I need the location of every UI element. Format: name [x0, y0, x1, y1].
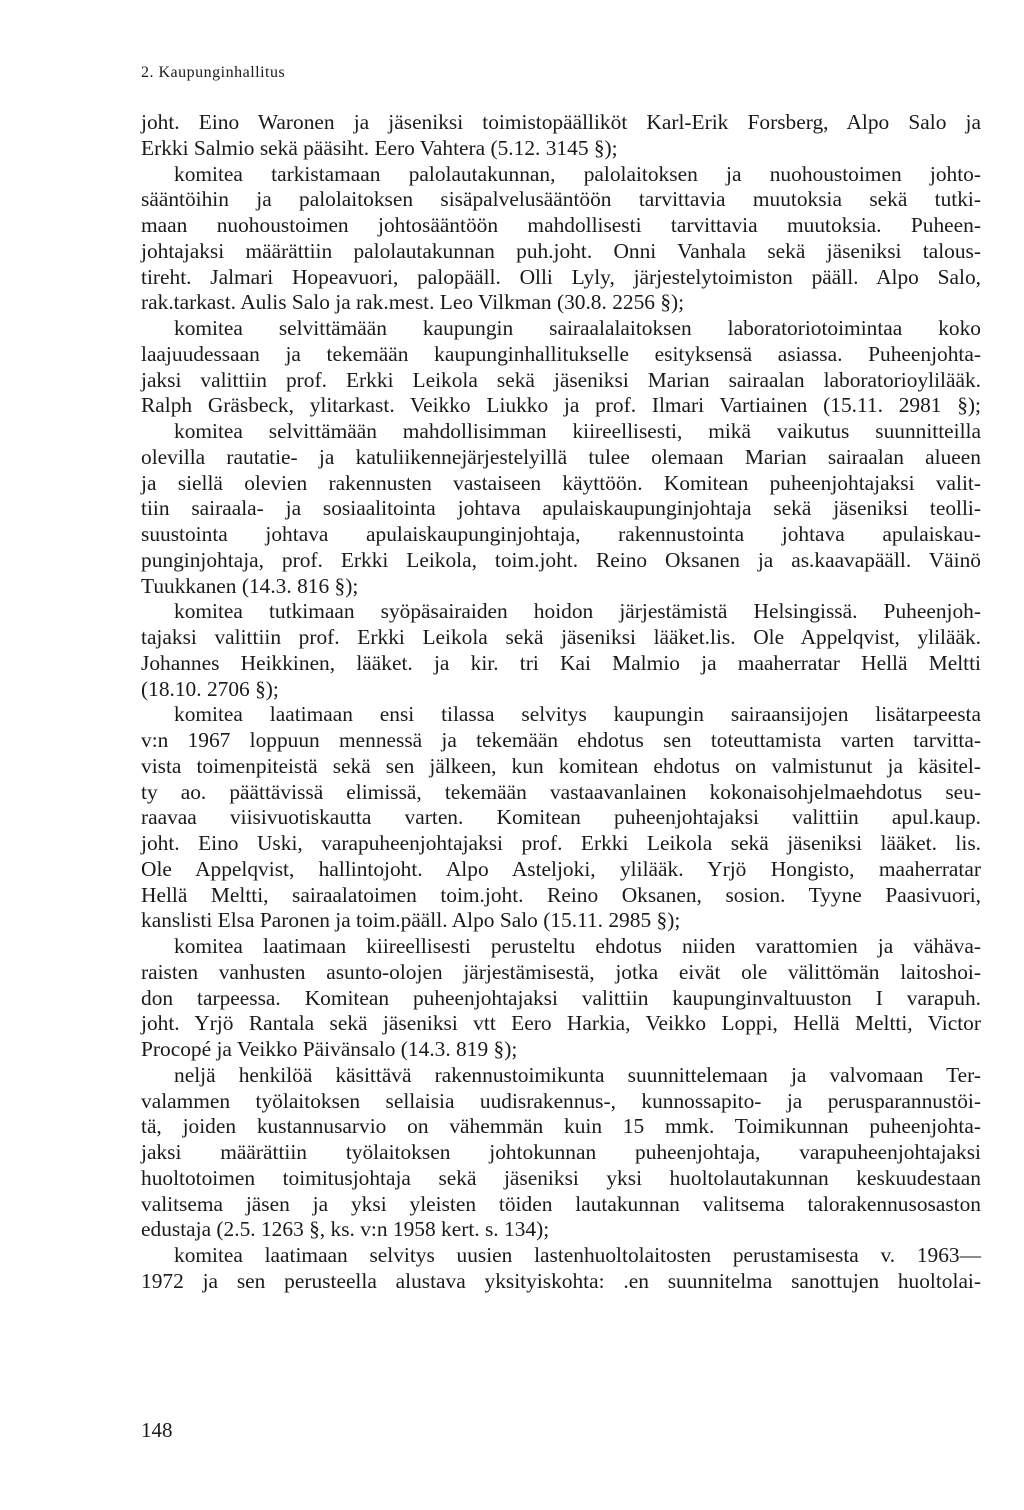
text-line: Ralph Gräsbeck, ylitarkast. Veikko Liukko ja prof. Ilmari Vartiainen (15.11. 2981 §); — [141, 393, 981, 418]
text-line: joht. Eino Uski, varapuheenjohtajaksi prof. Erkki Leikola sekä jäseniksi lääket. lis. — [141, 831, 981, 855]
text-line: joht. Yrjö Rantala sekä jäseniksi vtt Eero Harkia, Veikko Loppi, Hellä Meltti, Victor — [141, 1011, 981, 1036]
text-line: Tuukkanen (14.3. 816 §); — [141, 573, 359, 598]
text-line: kanslisti Elsa Paronen ja toim.pääll. Alpo Salo (15.11. 2985 §); — [141, 908, 681, 933]
text-line: jaksi määrättiin työlaitoksen johtokunnan puheenjohtaja, varapuheenjohtajaksi — [141, 1140, 981, 1164]
text-line: tireht. Jalmari Hopeavuori, palopääll. Olli Lyly, järjestelytoimiston pääll. Alpo Salo, — [141, 264, 981, 289]
text-line: sääntöihin ja palolaitoksen sisäpalvelusääntöön tarvittavia muutoksia sekä tutki- — [141, 187, 981, 212]
text-line: komitea tutkimaan syöpäsairaiden hoidon järjestämistä Helsingissä. Puheenjoh- — [174, 599, 981, 624]
text-line: komitea selvittämään mahdollisimman kiireellisesti, mikä vaikutus suunnitteilla — [174, 419, 981, 443]
text-line: komitea laatimaan ensi tilassa selvitys kaupungin sairaansijojen lisätarpeesta — [174, 702, 981, 727]
text-line: ja siellä olevien rakennusten vastaiseen käyttöön. Komitean puheenjohtajaksi valit- — [141, 470, 981, 495]
text-line: punginjohtaja, prof. Erkki Leikola, toim.joht. Reino Oksanen ja as.kaavapääll. Väinö — [141, 547, 981, 572]
text-line: komitea laatimaan selvitys uusien lastenhuoltolaitosten perustamisesta v. 1963— — [174, 1243, 981, 1267]
text-line: Johannes Heikkinen, lääket. ja kir. tri Kai Malmio ja maaherratar Hellä Meltti — [141, 650, 981, 675]
text-line: neljä henkilöä käsittävä rakennustoimikunta suunnittelemaan ja valvomaan Ter- — [174, 1062, 981, 1087]
text-line: komitea tarkistamaan palolautakunnan, palolaitoksen ja nuohoustoimen johto- — [174, 161, 981, 186]
text-line: maan nuohoustoimen johtosääntöön mahdollisesti tarvittavia muutoksia. Puheen- — [141, 213, 981, 237]
text-line: tiin sairaala- ja sosiaalitointa johtava apulaiskaupunginjohtaja sekä jäseniksi teolli- — [141, 496, 981, 521]
text-line: olevilla rautatie- ja katuliikennejärjestelyillä tulee olemaan Marian sairaalan alueen — [141, 444, 981, 469]
text-line: Ole Appelqvist, hallintojoht. Alpo Asteljoki, ylilääk. Yrjö Hongisto, maaherratar — [141, 856, 981, 881]
text-line: rak.tarkast. Aulis Salo ja rak.mest. Leo Vilkman (30.8. 2256 §); — [141, 290, 685, 315]
text-line: valammen työlaitoksen sellaisia uudisrakennus-, kunnossapito- ja perusparannustöi- — [141, 1088, 981, 1113]
running-head: 2. Kaupunginhallitus — [141, 64, 286, 81]
text-line: Procopé ja Veikko Päivänsalo (14.3. 819 §); — [141, 1037, 518, 1061]
text-line: joht. Eino Waronen ja jäseniksi toimistopäälliköt Karl-Erik Forsberg, Alpo Salo ja — [141, 110, 981, 134]
text-line: vista toimenpiteistä sekä sen jälkeen, kun komitean ehdotus on valmistunut ja käsitel- — [141, 753, 981, 778]
page-number: 148 — [141, 1418, 173, 1442]
text-line: ty ao. päättävissä elimissä, tekemään vastaavanlainen kokonaisohjelmaehdotus seu- — [141, 779, 981, 804]
body-text — [141, 110, 981, 1295]
text-line: johtajaksi määrättiin palolautakunnan puh.joht. Onni Vanhala sekä jäseniksi talous- — [141, 238, 981, 263]
text-line: edustaja (2.5. 1263 §, ks. v:n 1958 kert. s. 134); — [141, 1217, 550, 1242]
text-line: jaksi valittiin prof. Erkki Leikola sekä jäseniksi Marian sairaalan laboratorioylilääk. — [141, 367, 981, 392]
text-line: v:n 1967 loppuun mennessä ja tekemään ehdotus sen toteuttamista varten tarvitta- — [141, 728, 981, 752]
text-line: raavaa viisivuotiskautta varten. Komitean puheenjohtajaksi valittiin apul.kaup. — [141, 805, 981, 830]
text-line: laajuudessaan ja tekemään kaupunginhallitukselle esityksensä asiassa. Puheenjohta- — [141, 341, 981, 366]
text-line: suustointa johtava apulaiskaupunginjohtaja, rakennustointa johtava apulaiskau- — [141, 522, 981, 546]
text-line: valitsema jäsen ja yksi yleisten töiden lautakunnan valitsema talorakennusosaston — [141, 1191, 981, 1216]
text-line: komitea laatimaan kiireellisesti perusteltu ehdotus niiden varattomien ja vähäva- — [174, 934, 981, 958]
text-line: (18.10. 2706 §); — [141, 676, 279, 701]
text-line: Erkki Salmio sekä pääsiht. Eero Vahtera (5.12. 3145 §); — [141, 135, 618, 160]
text-line: raisten vanhusten asunto-olojen järjestämisestä, jotka eivät ole välittömän laitoshoi- — [141, 959, 981, 984]
text-line: komitea selvittämään kaupungin sairaalalaitoksen laboratoriotoimintaa koko — [174, 316, 981, 340]
text-line: Hellä Meltti, sairaalatoimen toim.joht. Reino Oksanen, sosion. Tyyne Paasivuori, — [141, 882, 981, 907]
text-line: huoltotoimen toimitusjohtaja sekä jäseniksi yksi huoltolautakunnan keskuudestaan — [141, 1165, 981, 1190]
text-line: tä, joiden kustannusarvio on vähemmän kuin 15 mmk. Toimikunnan puheenjohta- — [141, 1114, 981, 1139]
text-line: 1972 ja sen perusteella alustava yksityiskohta: .en suunnitelma sanottujen huoltolai- — [141, 1268, 981, 1293]
text-line: don tarpeessa. Komitean puheenjohtajaksi valittiin kaupunginvaltuuston I varapuh. — [141, 985, 981, 1010]
text-line: tajaksi valittiin prof. Erkki Leikola sekä jäseniksi lääket.lis. Ole Appelqvist, ylilääk. — [141, 625, 981, 649]
